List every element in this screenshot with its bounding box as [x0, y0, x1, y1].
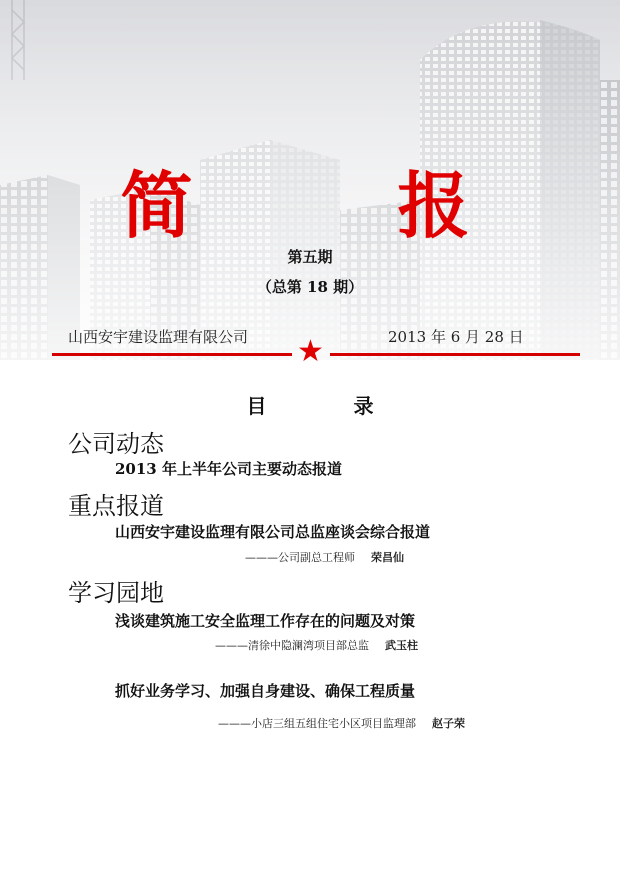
byline-role: ———公司副总工程师	[245, 551, 355, 564]
byline-author: 荣昌仙	[371, 551, 404, 564]
red-divider-left	[52, 353, 292, 356]
red-divider-right	[330, 353, 580, 356]
total-issue-number: （总第 18 期）	[256, 278, 364, 296]
toc-byline	[215, 637, 418, 653]
newsletter-title: 简 报	[120, 163, 560, 248]
toc-byline	[218, 715, 465, 731]
toc-entry[interactable]: 山西安宇建设监理有限公司总监座谈会综合报道	[115, 523, 431, 541]
toc-entry[interactable]: 抓好业务学习、加强自身建设、确保工程质量	[115, 682, 416, 700]
byline-role: ———小店三组五组住宅小区项目监理部	[218, 717, 416, 730]
byline-author: 武玉柱	[385, 639, 418, 652]
publish-date: 2013 年 6 月 28 日	[388, 328, 524, 346]
toc-entry[interactable]: 浅谈建筑施工安全监理工作存在的问题及对策	[115, 612, 416, 630]
toc-title: 目 录	[246, 394, 414, 418]
section-heading-key-reports: 重点报道	[68, 492, 164, 520]
company-name: 山西安宇建设监理有限公司	[68, 328, 249, 346]
byline-role: ———清徐中隐澜湾项目部总监	[215, 639, 369, 652]
toc-byline	[245, 549, 404, 565]
byline-author: 赵子荣	[432, 717, 465, 730]
red-star-icon: ★	[297, 334, 324, 369]
toc-entry[interactable]: 2013 年上半年公司主要动态报道	[115, 460, 342, 478]
issue-number: 第五期	[287, 248, 333, 266]
section-heading-company-news: 公司动态	[68, 430, 164, 458]
section-heading-learning-corner: 学习园地	[68, 579, 164, 607]
